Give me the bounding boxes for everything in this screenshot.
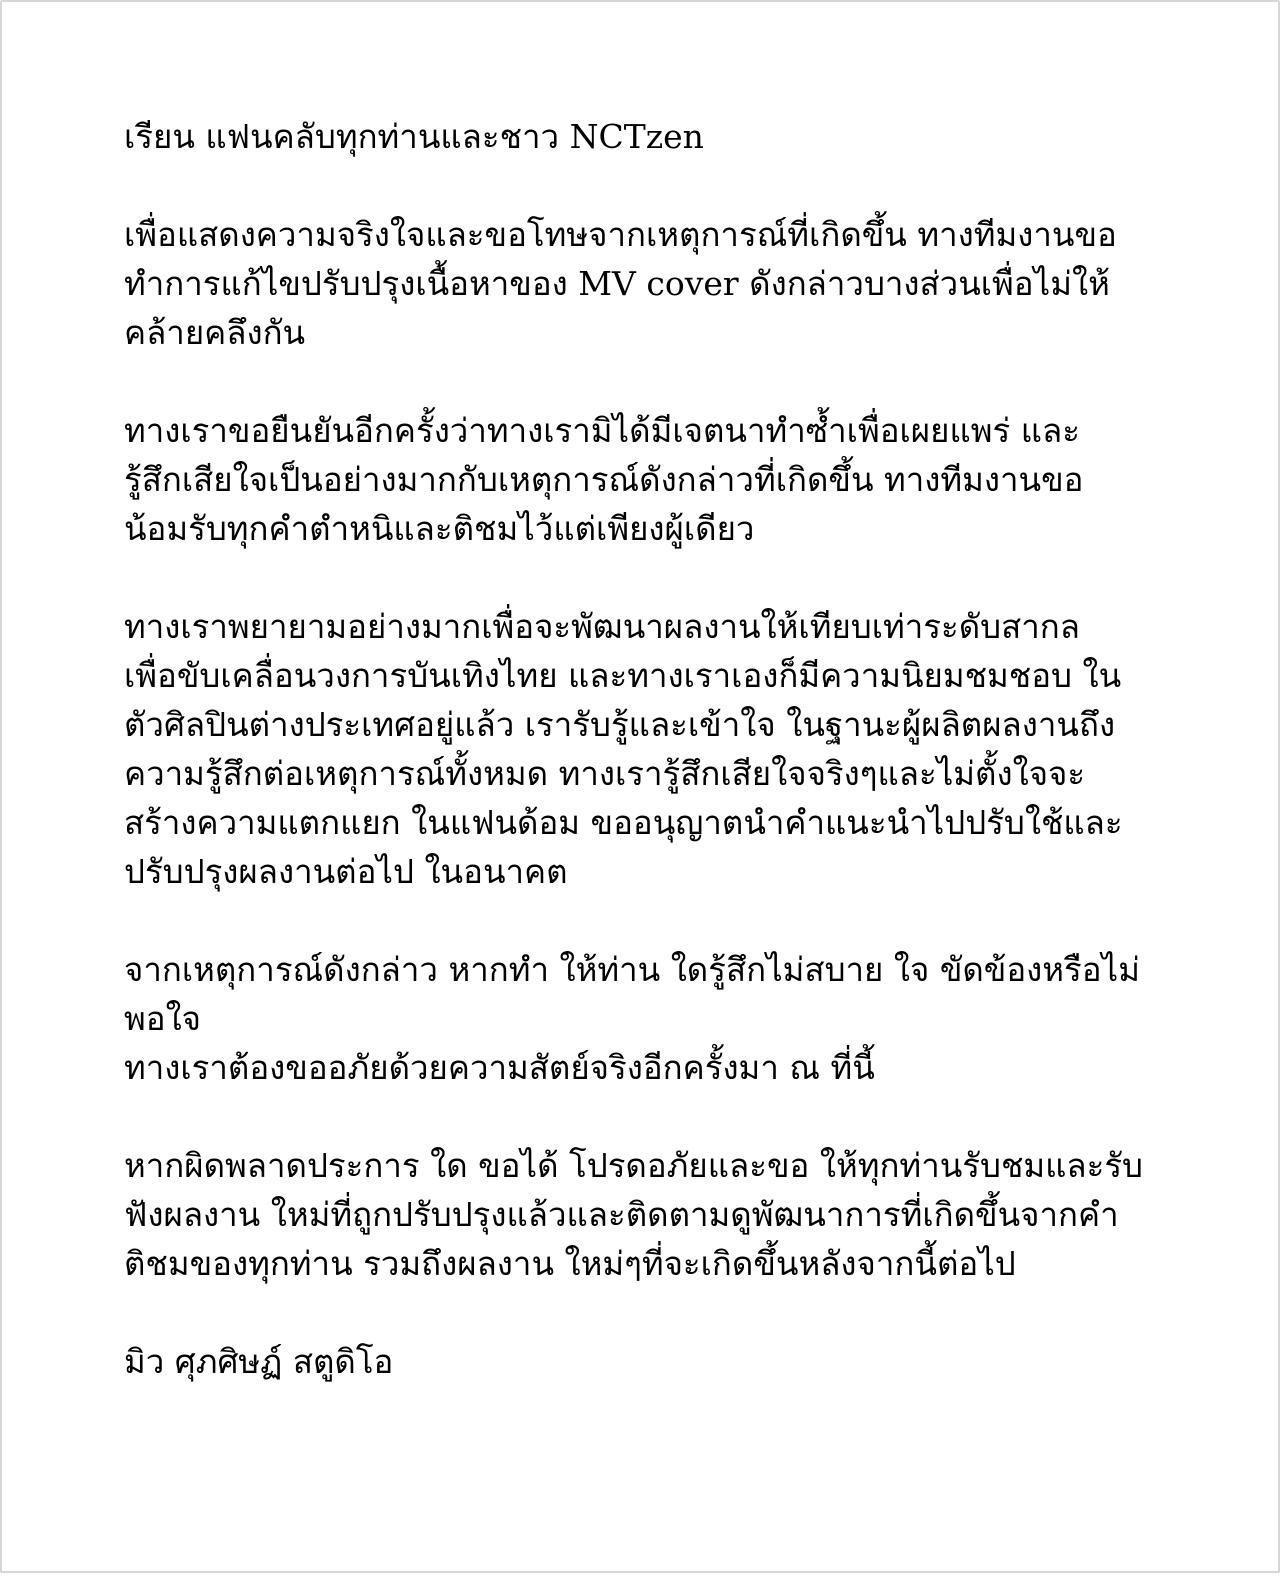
- paragraph-5-line-1: หากผิดพลาดประการ ใด ขอได้ โปรดอภัยและขอ ให้ทุกท่านรับชมและรับ: [124, 1146, 1143, 1185]
- paragraph-2-line-1: ทางเราขอยืนยันอีกครั้งว่าทางเรามิได้มีเจตนาทำซ้ำเพื่อเผยแพร่ และ: [124, 411, 1080, 450]
- greeting-line: เรียน แฟนคลับทุกท่านและชาว NCTzen: [124, 117, 704, 156]
- paragraph-1: [124, 210, 1184, 357]
- paragraph-5-line-3: ติชมของทุกท่าน รวมถึงผลงาน ใหม่ๆที่จะเกิดขึ้นหลังจากนี้ต่อไป: [124, 1244, 1016, 1283]
- paragraph-5: [124, 1141, 1184, 1288]
- paragraph-3-line-1: ทางเราพยายามอย่างมากเพื่อจะพัฒนาผลงานให้เทียบเท่าระดับสากล: [124, 607, 1081, 646]
- paragraph-3-line-3: ตัวศิลปินต่างประเทศอยู่แล้ว เรารับรู้และเข้าใจ ในฐานะผู้ผลิตผลงานถึง: [124, 705, 1116, 744]
- paragraph-1-line-1: เพื่อแสดงความจริงใจและขอโทษจากเหตุการณ์ที่เกิดขึ้น ทางทีมงานขอ: [124, 215, 1117, 254]
- paragraph-1-line-3: คล้ายคลึงกัน: [124, 313, 306, 352]
- paragraph-3: [124, 602, 1184, 896]
- signature-line: มิว ศุภศิษฏ์ สตูดิโอ: [124, 1342, 394, 1381]
- paragraph-4: [124, 945, 1184, 1092]
- paragraph-4-line-1: จากเหตุการณ์ดังกล่าว หากทำ ให้ท่าน ใดรู้สึกไม่สบาย ใจ ขัดข้องหรือไม่: [124, 950, 1140, 989]
- paragraph-3-line-5: สร้างความแตกแยก ในแฟนด้อม ขออนุญาตนำคำแนะนำไปปรับใช้และ: [124, 803, 1123, 842]
- greeting: [124, 112, 1184, 161]
- paragraph-5-line-2: ฟังผลงาน ใหม่ที่ถูกปรับปรุงแล้วและติดตามดูพัฒนาการที่เกิดขึ้นจากคำ: [124, 1195, 1119, 1234]
- paragraph-4-line-3: ทางเราต้องขออภัยด้วยความสัตย์จริงอีกครั้งมา ณ ที่นี้: [124, 1048, 875, 1087]
- signature: [124, 1337, 1184, 1386]
- paragraph-3-line-4: ความรู้สึกต่อเหตุการณ์ทั้งหมด ทางเรารู้สึกเสียใจจริงๆและไม่ตั้งใจจะ: [124, 754, 1086, 793]
- paragraph-2-line-2: รู้สึกเสียใจเป็นอย่างมากกับเหตุการณ์ดังกล่าวที่เกิดขึ้น ทางทีมงานขอ: [124, 460, 1084, 499]
- paragraph-4-line-2: พอใจ: [124, 999, 202, 1038]
- paragraph-2: [124, 406, 1184, 553]
- paragraph-3-line-2: เพื่อขับเคลื่อนวงการบันเทิงไทย และทางเราเองก็มีความนิยมชมชอบ ใน: [124, 656, 1122, 695]
- paragraph-3-line-6: ปรับปรุงผลงานต่อไป ในอนาคต: [124, 852, 568, 891]
- paragraph-2-line-3: น้อมรับทุกคำตำหนิและติชมไว้แต่เพียงผู้เดียว: [124, 509, 755, 548]
- apology-letter: [124, 112, 1184, 1386]
- paragraph-1-line-2: ทำการแก้ไขปรับปรุงเนื้อหาของ MV cover ดังกล่าวบางส่วนเพื่อไม่ให้: [124, 264, 1110, 303]
